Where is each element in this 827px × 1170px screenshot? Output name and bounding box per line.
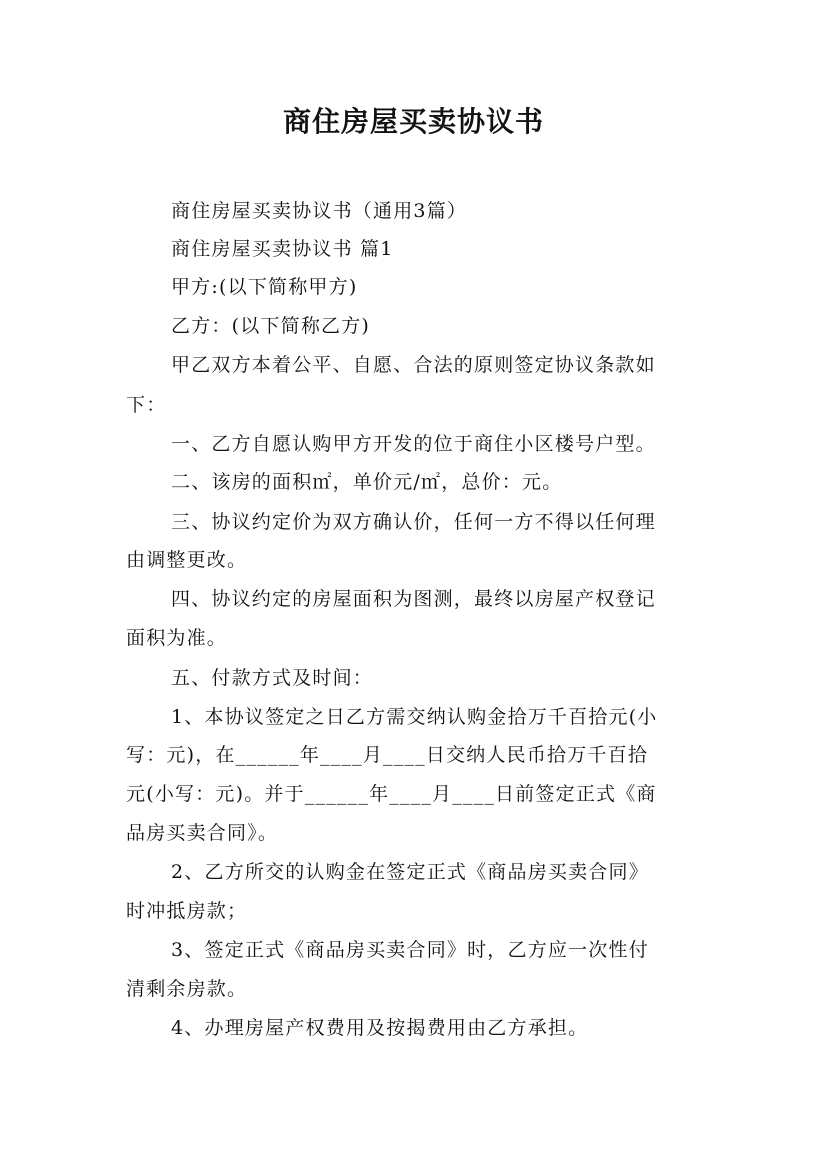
document-title: 商住房屋买卖协议书 (282, 105, 544, 138)
text-line: 清剩余房款。 (126, 978, 248, 1000)
text-line: 甲方:(以下简称甲方) (171, 276, 358, 298)
text-line: 三、协议约定价为双方确认价，任何一方不得以任何理 (171, 511, 656, 533)
text-line: 五、付款方式及时间： (171, 667, 374, 689)
text-line: 3、签定正式《商品房买卖合同》时，乙方应一次性付 (171, 939, 649, 961)
text-line: 1、本协议签定之日乙方需交纳认购金拾万千百拾元(小 (171, 706, 658, 728)
text-line: 乙方：(以下简称乙方) (171, 315, 371, 337)
text-line: 一、乙方自愿认购甲方开发的位于商住小区楼号户型。 (171, 433, 656, 455)
text-line: 元(小写：元)。并于______年____月____日前签定正式《商 (126, 783, 657, 805)
text-line: 甲乙双方本着公平、自愿、合法的原则签定协议条款如 (171, 354, 656, 376)
text-line: 4、办理房屋产权费用及按揭费用由乙方承担。 (171, 1017, 589, 1039)
text-line: 商住房屋买卖协议书 篇1 (171, 238, 394, 260)
text-line: 下： (126, 394, 167, 416)
text-line: 商住房屋买卖协议书（通用3篇） (171, 200, 468, 222)
text-line: 写：元)，在______年____月____日交纳人民币拾万千百拾 (126, 744, 649, 766)
text-line: 时冲抵房款； (126, 900, 248, 922)
text-line: 面积为准。 (126, 627, 228, 649)
text-line: 四、协议约定的房屋面积为图测，最终以房屋产权登记 (171, 588, 656, 610)
text-line: 二、该房的面积㎡，单价元/㎡，总价：元。 (171, 471, 563, 493)
text-line: 2、乙方所交的认购金在签定正式《商品房买卖合同》 (171, 861, 649, 883)
text-line: 品房买卖合同》。 (126, 822, 279, 844)
text-line: 由调整更改。 (126, 549, 248, 571)
